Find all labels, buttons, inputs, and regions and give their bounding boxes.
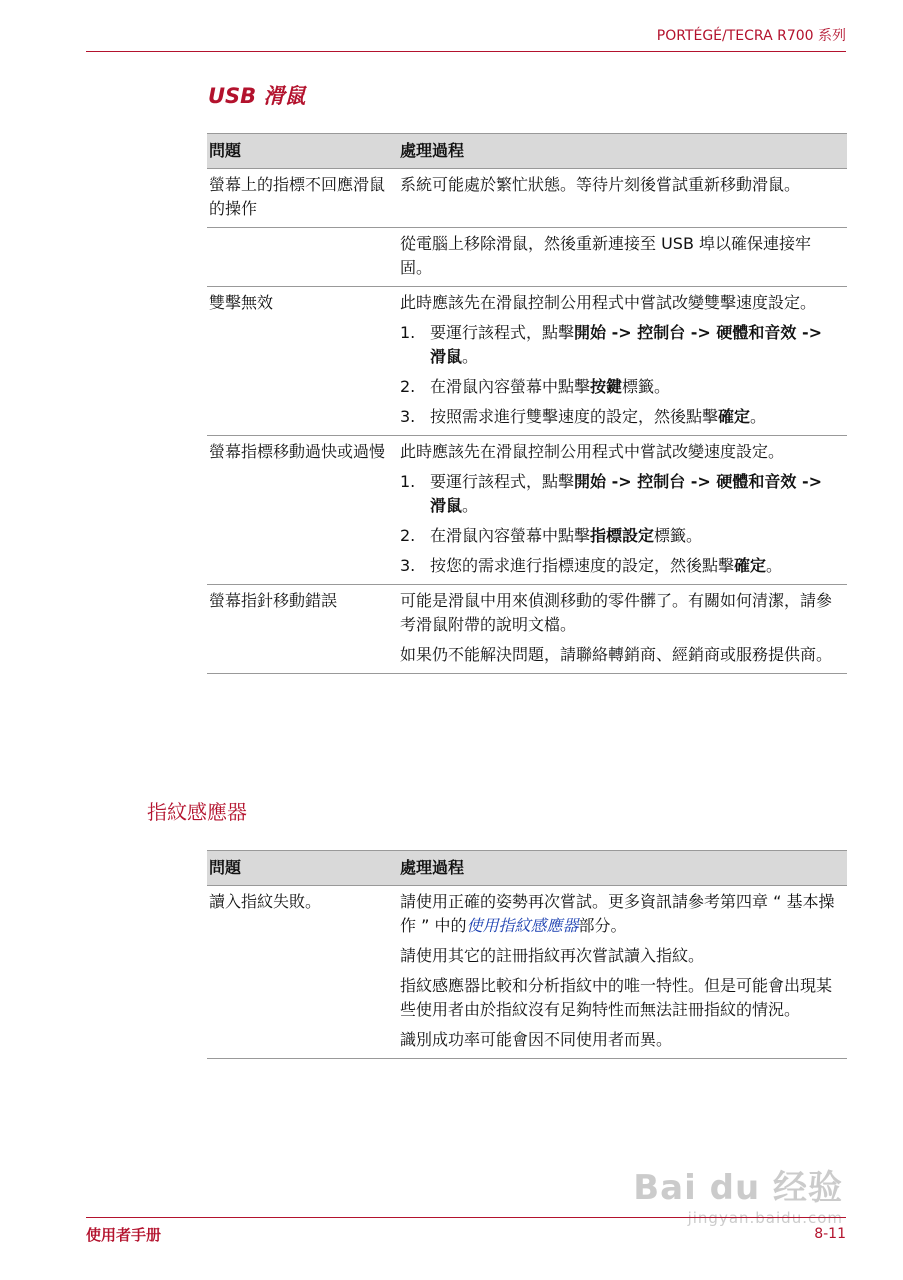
- table-row: [207, 227, 847, 286]
- step-text-end: 標籤。: [622, 377, 671, 396]
- step-text: 按您的需求進行指標速度的設定，然後點擊: [430, 556, 735, 575]
- step-item: [400, 405, 837, 429]
- step-text: 要運行該程式，點擊: [430, 472, 575, 491]
- ui-tab-name: 指標設定: [590, 526, 655, 545]
- procedure-cell: [400, 440, 847, 578]
- usb-mouse-table: [207, 133, 847, 674]
- cross-reference-link[interactable]: 使用指紋感應器: [466, 916, 579, 935]
- section-title-usb-mouse: USB 滑鼠: [208, 84, 306, 108]
- step-item: [400, 554, 837, 578]
- table-row: [207, 584, 847, 673]
- problem-cell: [207, 232, 400, 280]
- step-item: [400, 375, 837, 399]
- step-text-end: 。: [750, 407, 767, 426]
- header-rule: [86, 51, 846, 52]
- step-text: 在滑鼠內容螢幕中點擊: [430, 526, 591, 545]
- procedure-text: 此時應該先在滑鼠控制公用程式中嘗試改變雙擊速度設定。: [400, 293, 817, 312]
- watermark-url: jingyan.baidu.com: [687, 1209, 843, 1227]
- table-row: [207, 885, 847, 1058]
- procedure-cell: [400, 232, 847, 280]
- step-text-end: 。: [766, 556, 783, 575]
- procedure-cell: [400, 291, 847, 429]
- problem-cell: 螢幕指標移動過快或過慢: [209, 442, 386, 461]
- procedure-text: [400, 890, 837, 938]
- procedure-text-start: 請使用正確的姿勢再次嘗試。更多資訊請參考第四章 “ 基本操作 ” 中的: [400, 892, 835, 935]
- step-text-end: 。: [462, 496, 479, 515]
- procedure-text: 此時應該先在滑鼠控制公用程式中嘗試改變速度設定。: [400, 442, 785, 461]
- footer-rule: [86, 1217, 846, 1218]
- table-bottom-rule: [207, 1058, 847, 1059]
- problem-cell: 螢幕上的指標不回應滑鼠的操作: [209, 175, 386, 218]
- procedure-text: 識別成功率可能會因不同使用者而異。: [400, 1030, 673, 1049]
- table-row: [207, 286, 847, 435]
- step-text-end: 。: [462, 347, 479, 366]
- header-procedure: 處理過程: [400, 141, 465, 160]
- ui-button-name: 確定: [734, 556, 767, 575]
- table-header: [207, 850, 847, 885]
- running-header: PORTÉGÉ/TECRA R700 系列: [656, 28, 846, 44]
- step-text: 按照需求進行雙擊速度的設定，然後點擊: [430, 407, 719, 426]
- table-row: [207, 435, 847, 584]
- table-row: [207, 168, 847, 227]
- procedure-text: 從電腦上移除滑鼠，然後重新連接至 USB 埠以確保連接牢固。: [400, 234, 812, 277]
- problem-cell: 雙擊無效: [209, 293, 274, 312]
- header-procedure: 處理過程: [400, 858, 465, 877]
- step-number: 1.: [400, 472, 416, 491]
- procedure-cell: [400, 890, 847, 1052]
- procedure-text-end: 部分。: [578, 916, 627, 935]
- step-list: [400, 470, 837, 578]
- procedure-text: 如果仍不能解決問題，請聯絡轉銷商、經銷商或服務提供商。: [400, 645, 833, 664]
- step-text: 在滑鼠內容螢幕中點擊: [430, 377, 591, 396]
- step-text: 要運行該程式，點擊: [430, 323, 575, 342]
- step-text-end: 標籤。: [654, 526, 703, 545]
- ui-button-name: 確定: [718, 407, 751, 426]
- section-title-fingerprint: 指紋感應器: [147, 800, 247, 824]
- fingerprint-table: [207, 850, 847, 1059]
- procedure-text: 請使用其它的註冊指紋再次嘗試讀入指紋。: [400, 946, 705, 965]
- table-bottom-rule: [207, 673, 847, 674]
- step-number: 3.: [400, 556, 416, 575]
- procedure-cell: [400, 173, 847, 221]
- header-problem: 問題: [209, 858, 242, 877]
- step-number: 3.: [400, 407, 416, 426]
- procedure-cell: [400, 589, 847, 667]
- problem-cell: 讀入指紋失敗。: [209, 892, 322, 911]
- ui-path: 開始 -> 控制台 -> 硬體和音效 -> 滑鼠: [430, 323, 823, 366]
- procedure-text: 可能是滑鼠中用來偵測移動的零件髒了。有關如何清潔，請參考滑鼠附帶的說明文檔。: [400, 591, 833, 634]
- step-number: 2.: [400, 377, 416, 396]
- step-item: [400, 524, 837, 548]
- procedure-text: 系統可能處於繁忙狀態。等待片刻後嘗試重新移動滑鼠。: [400, 175, 801, 194]
- table-header: [207, 133, 847, 168]
- step-number: 2.: [400, 526, 416, 545]
- page-number: 8-11: [814, 1226, 846, 1242]
- ui-tab-name: 按鍵: [590, 377, 623, 396]
- problem-cell: 螢幕指針移動錯誤: [209, 591, 338, 610]
- procedure-text: 指紋感應器比較和分析指紋中的唯一特性。但是可能會出現某些使用者由於指紋沒有足夠特性而無法註冊指紋的情況。: [400, 976, 833, 1019]
- footer-manual-title: 使用者手册: [86, 1226, 162, 1244]
- step-number: 1.: [400, 323, 416, 342]
- header-problem: 問題: [209, 141, 242, 160]
- step-list: [400, 321, 837, 429]
- step-item: [400, 321, 837, 369]
- step-item: [400, 470, 837, 518]
- ui-path: 開始 -> 控制台 -> 硬體和音效 -> 滑鼠: [430, 472, 823, 515]
- watermark-logo: Bai du 经验: [633, 1168, 843, 1208]
